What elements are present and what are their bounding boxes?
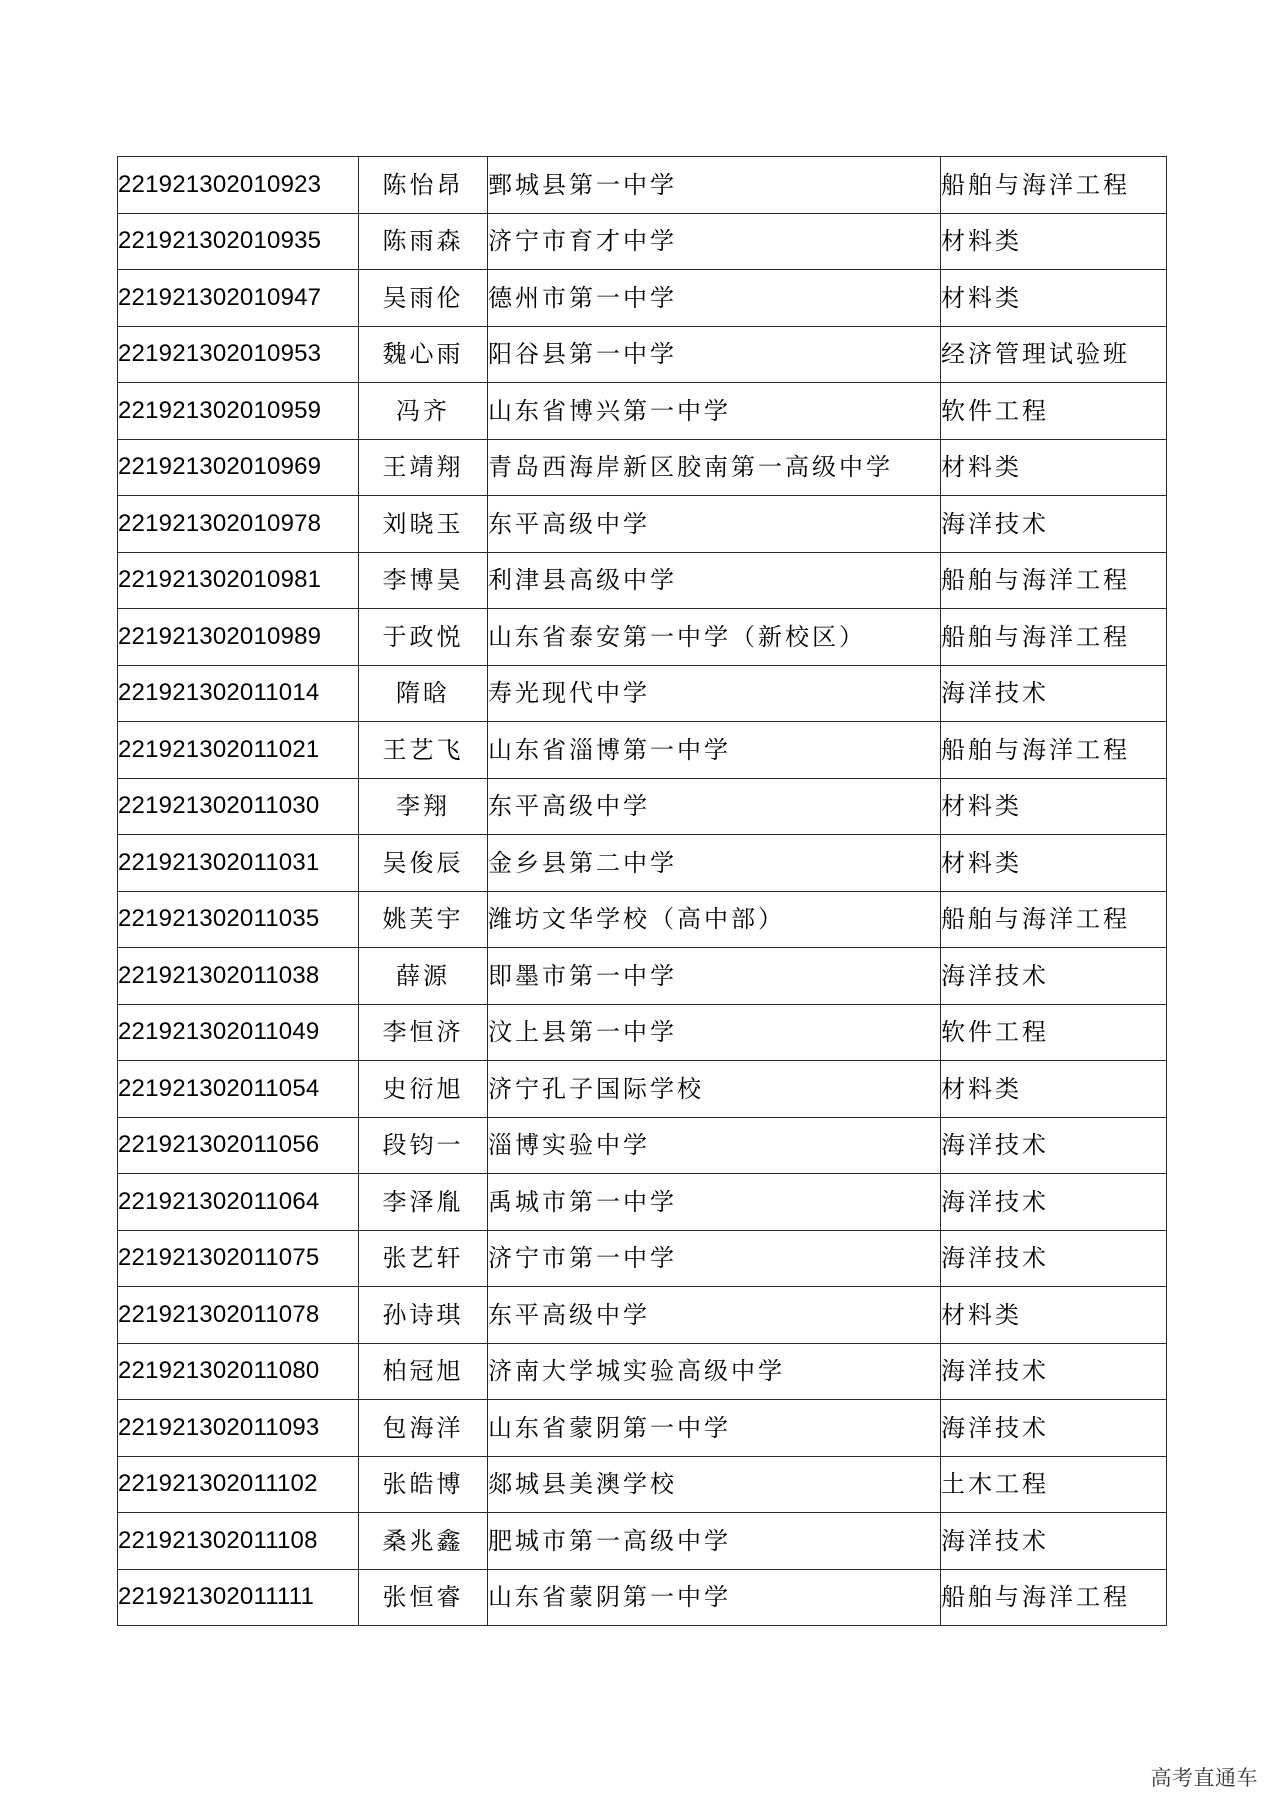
student-name-cell: 陈怡昂 bbox=[359, 157, 488, 214]
major-cell: 材料类 bbox=[941, 213, 1167, 270]
student-name-cell: 冯齐 bbox=[359, 383, 488, 440]
table-row bbox=[118, 1061, 1167, 1118]
school-name-cell: 肥城市第一高级中学 bbox=[488, 1513, 941, 1570]
table-row bbox=[118, 1343, 1167, 1400]
table-row bbox=[118, 157, 1167, 214]
school-name-cell: 寿光现代中学 bbox=[488, 665, 941, 722]
school-name-cell: 东平高级中学 bbox=[488, 778, 941, 835]
candidate-id-cell: 221921302010953 bbox=[118, 326, 359, 383]
student-name-cell: 包海洋 bbox=[359, 1400, 488, 1457]
major-cell: 海洋技术 bbox=[941, 948, 1167, 1005]
table-row bbox=[118, 835, 1167, 892]
table-row bbox=[118, 1004, 1167, 1061]
major-cell: 经济管理试验班 bbox=[941, 326, 1167, 383]
major-cell: 船舶与海洋工程 bbox=[941, 609, 1167, 666]
school-name-cell: 山东省蒙阴第一中学 bbox=[488, 1569, 941, 1626]
major-cell: 海洋技术 bbox=[941, 1343, 1167, 1400]
table-row bbox=[118, 1456, 1167, 1513]
major-cell: 材料类 bbox=[941, 439, 1167, 496]
school-name-cell: 汶上县第一中学 bbox=[488, 1004, 941, 1061]
candidate-id-cell: 221921302010978 bbox=[118, 496, 359, 553]
table-row bbox=[118, 213, 1167, 270]
student-name-cell: 张皓博 bbox=[359, 1456, 488, 1513]
school-name-cell: 金乡县第二中学 bbox=[488, 835, 941, 892]
table-row bbox=[118, 722, 1167, 779]
table-row bbox=[118, 270, 1167, 327]
student-name-cell: 段钧一 bbox=[359, 1117, 488, 1174]
major-cell: 船舶与海洋工程 bbox=[941, 891, 1167, 948]
candidate-id-cell: 221921302010969 bbox=[118, 439, 359, 496]
major-cell: 船舶与海洋工程 bbox=[941, 722, 1167, 779]
candidate-id-cell: 221921302011035 bbox=[118, 891, 359, 948]
candidate-id-cell: 221921302011014 bbox=[118, 665, 359, 722]
major-cell: 船舶与海洋工程 bbox=[941, 1569, 1167, 1626]
student-name-cell: 张艺轩 bbox=[359, 1230, 488, 1287]
school-name-cell: 淄博实验中学 bbox=[488, 1117, 941, 1174]
student-name-cell: 桑兆鑫 bbox=[359, 1513, 488, 1570]
student-name-cell: 李博昊 bbox=[359, 552, 488, 609]
student-name-cell: 刘晓玉 bbox=[359, 496, 488, 553]
school-name-cell: 禹城市第一中学 bbox=[488, 1174, 941, 1231]
student-name-cell: 王靖翔 bbox=[359, 439, 488, 496]
candidate-id-cell: 221921302011093 bbox=[118, 1400, 359, 1457]
candidate-id-cell: 221921302011080 bbox=[118, 1343, 359, 1400]
student-name-cell: 隋晗 bbox=[359, 665, 488, 722]
school-name-cell: 济宁孔子国际学校 bbox=[488, 1061, 941, 1118]
candidate-id-cell: 221921302011064 bbox=[118, 1174, 359, 1231]
major-cell: 软件工程 bbox=[941, 1004, 1167, 1061]
table-row bbox=[118, 665, 1167, 722]
student-name-cell: 柏冠旭 bbox=[359, 1343, 488, 1400]
candidate-id-cell: 221921302011031 bbox=[118, 835, 359, 892]
student-name-cell: 薛源 bbox=[359, 948, 488, 1005]
student-name-cell: 张恒睿 bbox=[359, 1569, 488, 1626]
major-cell: 海洋技术 bbox=[941, 1174, 1167, 1231]
school-name-cell: 山东省蒙阴第一中学 bbox=[488, 1400, 941, 1457]
candidate-id-cell: 221921302010947 bbox=[118, 270, 359, 327]
major-cell: 材料类 bbox=[941, 1287, 1167, 1344]
candidate-id-cell: 221921302010959 bbox=[118, 383, 359, 440]
school-name-cell: 山东省淄博第一中学 bbox=[488, 722, 941, 779]
table-row bbox=[118, 1569, 1167, 1626]
major-cell: 土木工程 bbox=[941, 1456, 1167, 1513]
student-name-cell: 王艺飞 bbox=[359, 722, 488, 779]
school-name-cell: 济宁市育才中学 bbox=[488, 213, 941, 270]
major-cell: 海洋技术 bbox=[941, 1117, 1167, 1174]
admission-table bbox=[117, 156, 1167, 1626]
candidate-id-cell: 221921302011108 bbox=[118, 1513, 359, 1570]
candidate-id-cell: 221921302011075 bbox=[118, 1230, 359, 1287]
major-cell: 材料类 bbox=[941, 270, 1167, 327]
student-name-cell: 吴俊辰 bbox=[359, 835, 488, 892]
school-name-cell: 鄄城县第一中学 bbox=[488, 157, 941, 214]
student-name-cell: 孙诗琪 bbox=[359, 1287, 488, 1344]
table-row bbox=[118, 1287, 1167, 1344]
major-cell: 材料类 bbox=[941, 1061, 1167, 1118]
school-name-cell: 东平高级中学 bbox=[488, 496, 941, 553]
school-name-cell: 潍坊文华学校（高中部） bbox=[488, 891, 941, 948]
major-cell: 船舶与海洋工程 bbox=[941, 552, 1167, 609]
table-row bbox=[118, 1513, 1167, 1570]
major-cell: 海洋技术 bbox=[941, 496, 1167, 553]
major-cell: 海洋技术 bbox=[941, 1230, 1167, 1287]
school-name-cell: 阳谷县第一中学 bbox=[488, 326, 941, 383]
candidate-id-cell: 221921302011049 bbox=[118, 1004, 359, 1061]
school-name-cell: 青岛西海岸新区胶南第一高级中学 bbox=[488, 439, 941, 496]
student-name-cell: 吴雨伦 bbox=[359, 270, 488, 327]
candidate-id-cell: 221921302011038 bbox=[118, 948, 359, 1005]
candidate-id-cell: 221921302011021 bbox=[118, 722, 359, 779]
table-row bbox=[118, 778, 1167, 835]
school-name-cell: 即墨市第一中学 bbox=[488, 948, 941, 1005]
major-cell: 海洋技术 bbox=[941, 1513, 1167, 1570]
table-row bbox=[118, 439, 1167, 496]
school-name-cell: 郯城县美澳学校 bbox=[488, 1456, 941, 1513]
major-cell: 船舶与海洋工程 bbox=[941, 157, 1167, 214]
student-name-cell: 李泽胤 bbox=[359, 1174, 488, 1231]
major-cell: 软件工程 bbox=[941, 383, 1167, 440]
table-row bbox=[118, 326, 1167, 383]
major-cell: 海洋技术 bbox=[941, 1400, 1167, 1457]
school-name-cell: 山东省泰安第一中学（新校区） bbox=[488, 609, 941, 666]
major-cell: 海洋技术 bbox=[941, 665, 1167, 722]
table-row bbox=[118, 552, 1167, 609]
school-name-cell: 利津县高级中学 bbox=[488, 552, 941, 609]
student-name-cell: 李翔 bbox=[359, 778, 488, 835]
student-name-cell: 陈雨森 bbox=[359, 213, 488, 270]
candidate-id-cell: 221921302011078 bbox=[118, 1287, 359, 1344]
candidate-id-cell: 221921302010923 bbox=[118, 157, 359, 214]
table-row bbox=[118, 383, 1167, 440]
school-name-cell: 济南大学城实验高级中学 bbox=[488, 1343, 941, 1400]
student-name-cell: 于政悦 bbox=[359, 609, 488, 666]
student-name-cell: 史衍旭 bbox=[359, 1061, 488, 1118]
table-row bbox=[118, 1230, 1167, 1287]
student-name-cell: 姚芙宇 bbox=[359, 891, 488, 948]
candidate-id-cell: 221921302011111 bbox=[118, 1569, 359, 1626]
school-name-cell: 济宁市第一中学 bbox=[488, 1230, 941, 1287]
candidate-id-cell: 221921302010981 bbox=[118, 552, 359, 609]
school-name-cell: 山东省博兴第一中学 bbox=[488, 383, 941, 440]
candidate-id-cell: 221921302010989 bbox=[118, 609, 359, 666]
table-row bbox=[118, 609, 1167, 666]
table-row bbox=[118, 1117, 1167, 1174]
table-row bbox=[118, 1174, 1167, 1231]
student-name-cell: 魏心雨 bbox=[359, 326, 488, 383]
candidate-id-cell: 221921302011056 bbox=[118, 1117, 359, 1174]
table-row bbox=[118, 948, 1167, 1005]
major-cell: 材料类 bbox=[941, 835, 1167, 892]
major-cell: 材料类 bbox=[941, 778, 1167, 835]
table-row bbox=[118, 496, 1167, 553]
student-name-cell: 李恒济 bbox=[359, 1004, 488, 1061]
candidate-id-cell: 221921302011054 bbox=[118, 1061, 359, 1118]
candidate-id-cell: 221921302010935 bbox=[118, 213, 359, 270]
admission-table-body bbox=[118, 157, 1167, 1626]
watermark-text: 高考直通车 bbox=[1150, 1766, 1258, 1790]
school-name-cell: 东平高级中学 bbox=[488, 1287, 941, 1344]
candidate-id-cell: 221921302011102 bbox=[118, 1456, 359, 1513]
candidate-id-cell: 221921302011030 bbox=[118, 778, 359, 835]
table-row bbox=[118, 1400, 1167, 1457]
table-row bbox=[118, 891, 1167, 948]
school-name-cell: 德州市第一中学 bbox=[488, 270, 941, 327]
